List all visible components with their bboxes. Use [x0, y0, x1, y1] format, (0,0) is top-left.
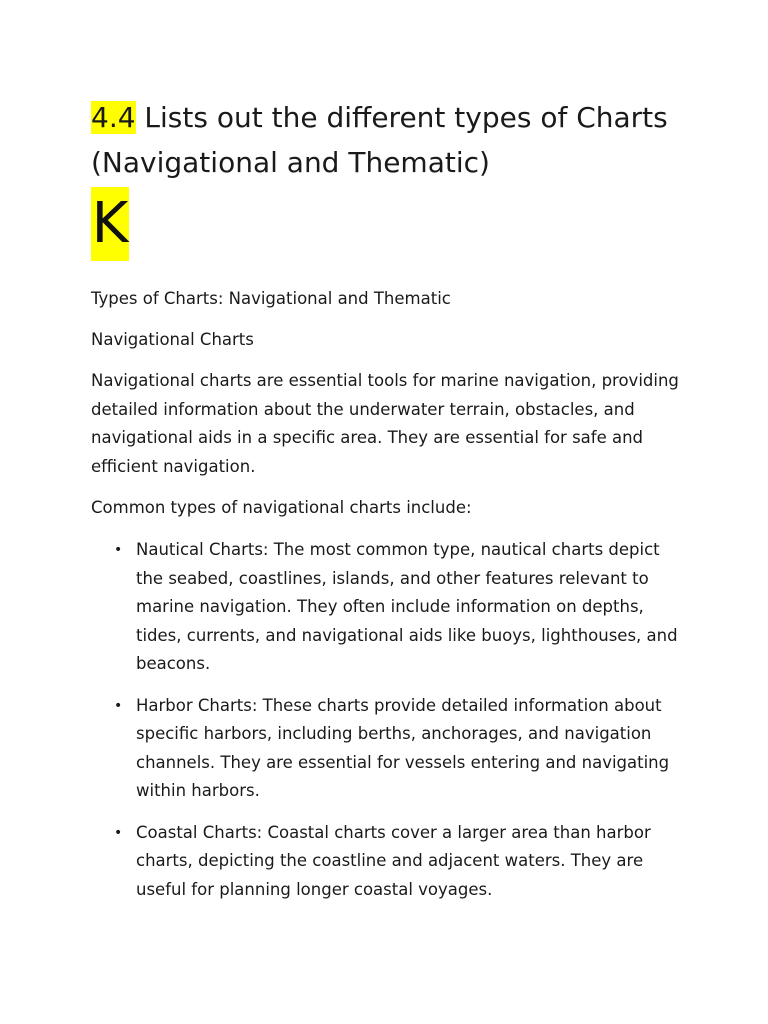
list-item [91, 692, 691, 806]
list-item [91, 819, 691, 905]
bullet-icon: • [114, 824, 123, 841]
section-number: 4.4 [91, 101, 136, 134]
bullet-icon: • [114, 697, 123, 714]
list-item-text: Nautical Charts: The most common type, nautical charts depict the seabed, coastlines, islands, and other features relevant to marine navigation. They often include information on depths, tides, currents, and navigational aids like buoys, lighthouses, and beacons. [136, 540, 678, 673]
section-title-text: Lists out the different types of Charts (Navigational and Thematic) [91, 101, 668, 179]
list-lead-in: Common types of navigational charts include: [91, 498, 472, 517]
intro-paragraph: Navigational charts are essential tools for marine navigation, providing detailed information about the underwater terrain, obstacles, and navigational aids in a specific area. They are essential for safe and efficient navigation. [91, 371, 679, 476]
list-item-text: Coastal Charts: Coastal charts cover a larger area than harbor charts, depicting the coastline and adjacent waters. They are useful for planning longer coastal voyages. [136, 822, 651, 899]
list-item-text: Harbor Charts: These charts provide detailed information about specific harbors, including berths, anchorages, and navigation channels. They are essential for vessels entering and navigating within harbors. [136, 695, 670, 800]
bullet-icon: • [114, 542, 123, 558]
list-item [91, 536, 691, 679]
navigational-charts-heading: Navigational Charts [91, 330, 254, 349]
chart-types-list [91, 536, 691, 917]
section-title [91, 95, 691, 185]
knowledge-level-badge: K [91, 187, 129, 261]
document-subtitle: Types of Charts: Navigational and Thematic [91, 289, 451, 308]
